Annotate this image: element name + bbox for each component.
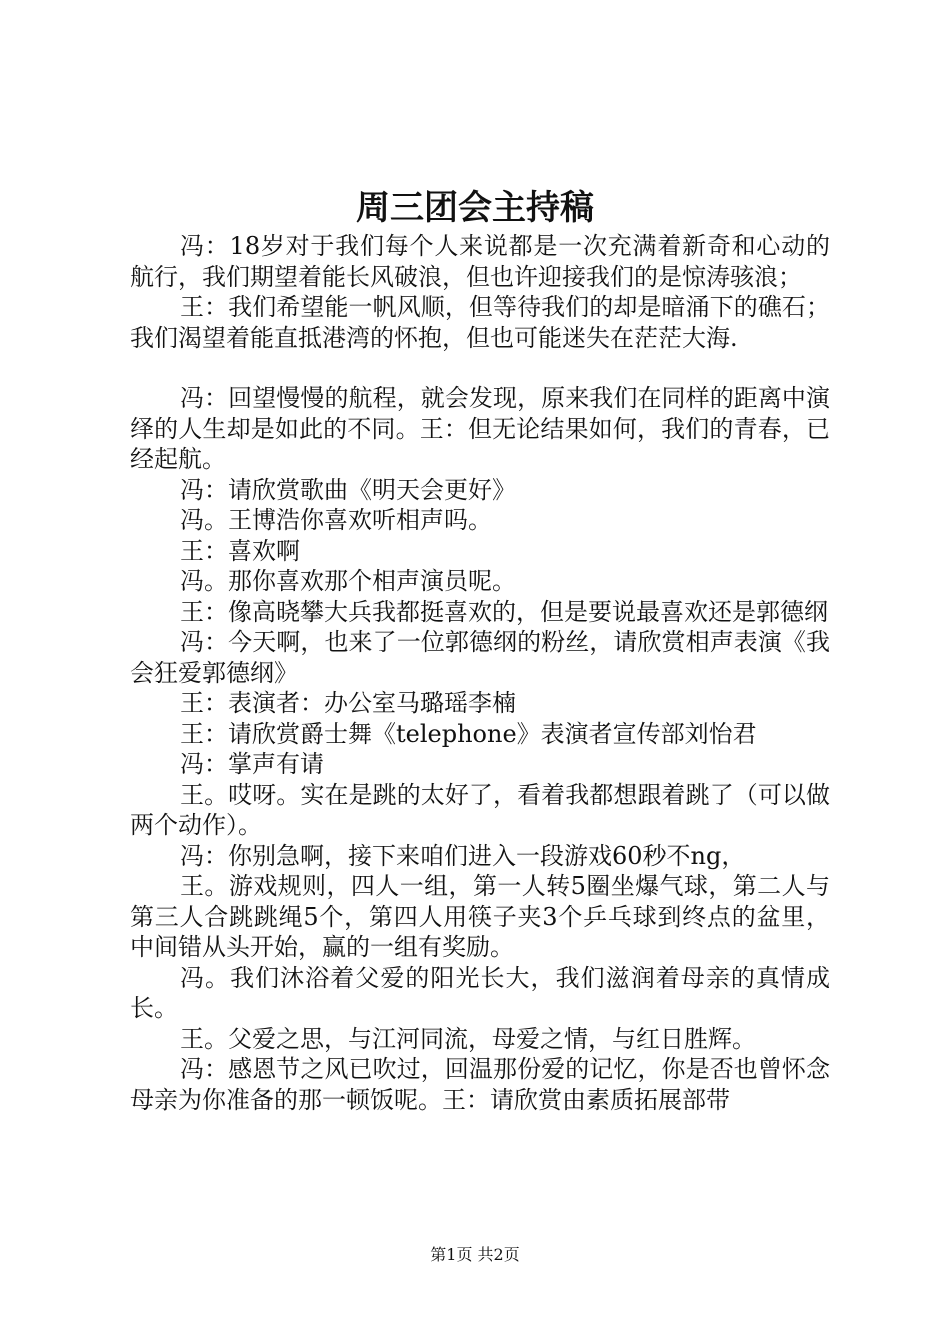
paragraph: 冯：回望慢慢的航程，就会发现，原来我们在同样的距离中演绎的人生却是如此的不同。王：但无论结果如何，我们的青春，已经起航。 [130,384,830,473]
paragraph: 王。父爱之思，与江河同流，母爱之情，与红日胜辉。 [180,1024,756,1053]
paragraph: 冯：你别急啊，接下来咱们进入一段游戏60秒不ng， [180,841,746,870]
paragraph: 冯：请欣赏歌曲《明天会更好》 [180,475,516,504]
paragraph: 王：表演者：办公室马璐瑶李楠 [180,689,516,717]
paragraph: 冯。王博浩你喜欢听相声吗。 [180,506,492,534]
paragraph: 王：喜欢啊 [180,536,300,565]
paragraph: 冯：今天啊，也来了一位郭德纲的粉丝，请欣赏相声表演《我会狂爱郭德纲》 [130,628,830,687]
paragraph: 冯。那你喜欢那个相声演员呢。 [180,567,516,595]
paragraph: 王：我们希望能一帆风顺，但等待我们的却是暗涌下的礁石；我们渴望着能直抵港湾的怀抱，但也可能迷失在茫茫大海. [130,293,830,352]
document-title: 周三团会主持稿 [356,188,594,228]
paragraph: 冯：掌声有请 [180,750,324,778]
paragraph: 王。游戏规则，四人一组，第一人转5圈坐爆气球，第二人与第三人合跳跳绳5个，第四人用筷子夹3个乒乓球到终点的盆里，中间错从头开始，赢的一组有奖励。 [130,872,830,961]
paragraph-spacer [130,353,830,383]
paragraph: 王：像高晓攀大兵我都挺喜欢的，但是要说最喜欢还是郭德纲 [180,597,828,626]
paragraph: 冯。我们沐浴着父爱的阳光长大，我们滋润着母亲的真情成长。 [130,963,830,1022]
paragraph: 王。哎呀。实在是跳的太好了，看着我都想跟着跳了（可以做两个动作）。 [130,780,830,839]
paragraph: 冯：感恩节之风已吹过，回温那份爱的记忆，你是否也曾怀念母亲为你准备的那一顿饭呢。王：请欣赏由素质拓展部带 [130,1055,830,1114]
paragraph: 王：请欣赏爵士舞《telephone》表演者宣传部刘怡君 [180,719,757,748]
page-number-footer: 第1页 共2页 [430,1245,520,1264]
document-body [130,231,830,1115]
paragraph: 冯：18岁对于我们每个人来说都是一次充满着新奇和心动的航行，我们期望着能长风破浪，但也许迎接我们的是惊涛骇浪； [130,232,830,291]
